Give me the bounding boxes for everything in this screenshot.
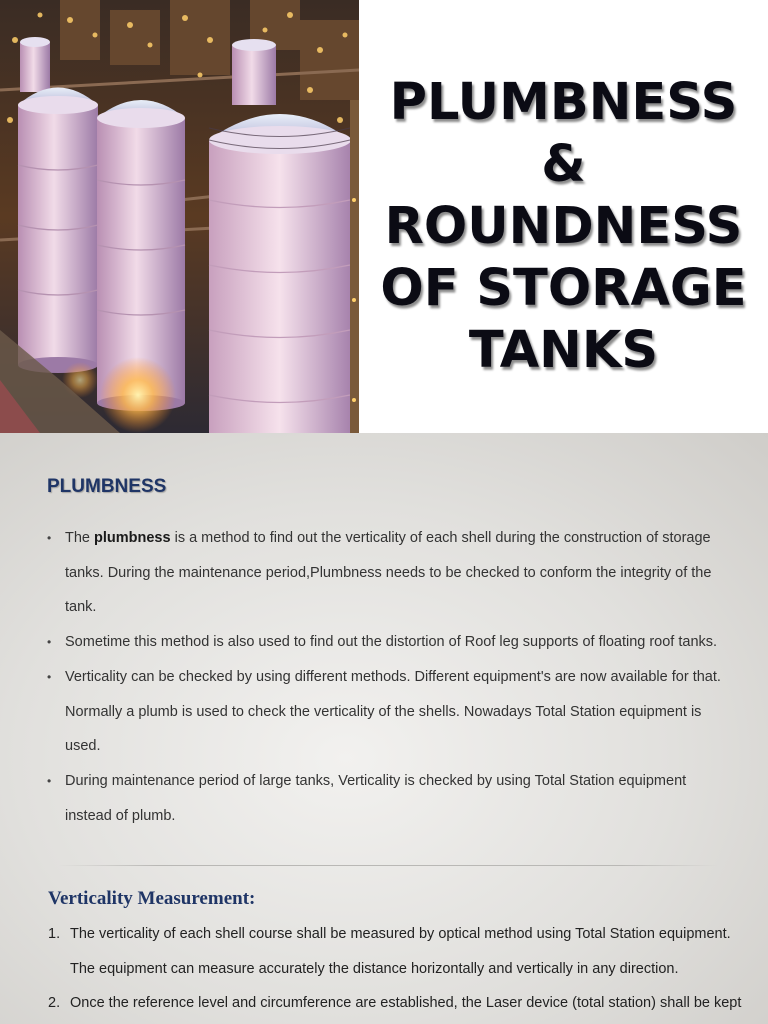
cover-slide xyxy=(0,0,768,433)
storage-tanks-photo xyxy=(0,0,359,433)
verticality-numbered-list xyxy=(48,917,748,1021)
item-number: 2. xyxy=(48,995,61,1012)
bullet-text: Verticality can be checked by using different methods. Different equipment's are now available for that. Normally a plumb is used to check the verticality of the shells. Nowadays Total Station equipment is used. xyxy=(65,668,721,755)
title-line-2: & xyxy=(541,135,586,194)
plumbness-bullet-list xyxy=(47,521,727,833)
bullet-icon: • xyxy=(47,773,52,788)
title-line-4: OF STORAGE xyxy=(380,259,747,318)
title-line-5: TANKS xyxy=(468,321,659,380)
item-number: 1. xyxy=(48,926,61,942)
bullet-text: During maintenance period of large tanks, Verticality is checked by using Total Station equipment instead of plumb. xyxy=(65,772,687,824)
section-divider xyxy=(58,865,718,866)
bullet-text: Sometime this method is also used to find out the distortion of Roof leg supports of floating roof tanks. xyxy=(65,634,718,651)
bullet-item-1 xyxy=(47,521,727,625)
bullet-item-3 xyxy=(47,660,727,764)
numbered-item-2 xyxy=(48,986,748,1021)
plumbness-heading: PLUMBNESS xyxy=(47,476,167,497)
bullet-item-2 xyxy=(47,625,727,660)
bullet-icon: • xyxy=(47,635,52,650)
bullet-text-bold: plumbness xyxy=(94,530,171,546)
item-text: The verticality of each shell course shall be measured by optical method using Total Station equipment. The equipment can measure accurately the distance horizontally and vertically in any direction. xyxy=(70,926,731,977)
bullet-icon: • xyxy=(47,669,52,684)
title-line-3: ROUNDNESS xyxy=(384,197,743,256)
bullet-item-4 xyxy=(47,764,727,833)
plumbness-slide xyxy=(0,433,768,1024)
verticality-heading: Verticality Measurement: xyxy=(48,888,256,909)
title-line-1: PLUMBNESS xyxy=(389,73,738,132)
bullet-text-post: is a method to find out the verticality of each shell during the construction of storage tanks. During the maintenance period,Plumbness needs to be checked to conform the integrity of the tank. xyxy=(65,530,712,616)
numbered-item-1 xyxy=(48,917,748,986)
bullet-icon: • xyxy=(47,531,52,545)
bullet-text-pre: The xyxy=(65,530,95,546)
item-text: Once the reference level and circumference are established, the Laser device (total station) shall be kept xyxy=(70,995,742,1012)
cover-title xyxy=(359,72,768,382)
